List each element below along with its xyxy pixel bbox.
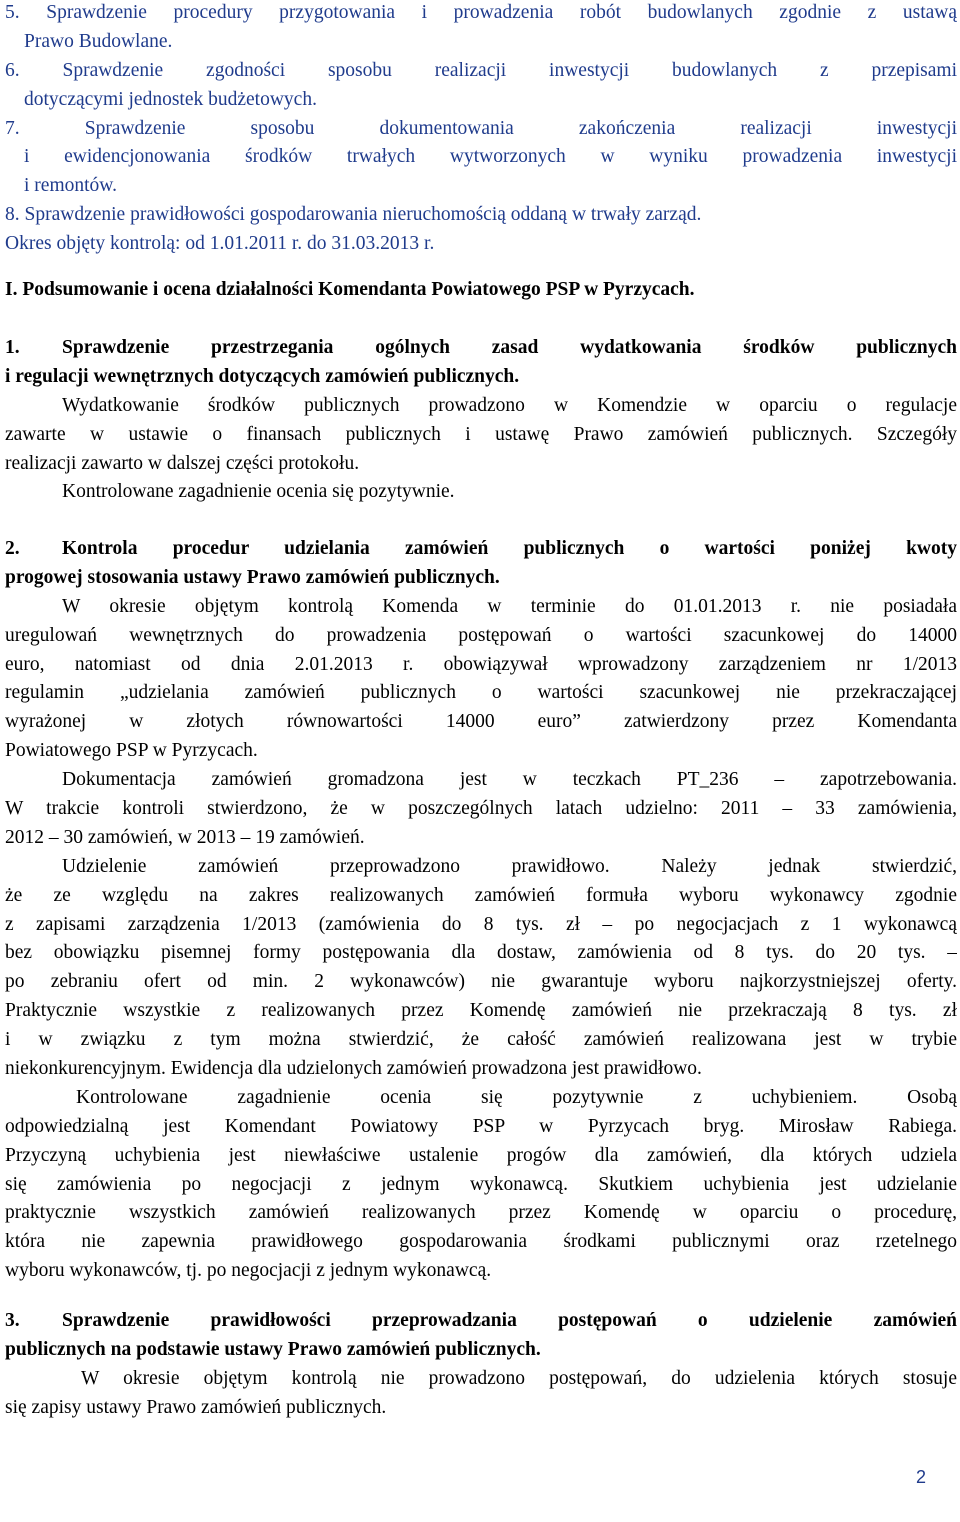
section-2-p3-line-4: bez obowiązku pisemnej formy postępowania dla dostaw, zamówienia od 8 tys. do 20 tys. –: [5, 942, 957, 964]
section-2-p1-line-4: regulamin „udzielania zamówień publicznych o wartości szacunkowej nie przekraczającej: [5, 682, 957, 704]
section-I-number: I.: [5, 279, 18, 300]
section-2-p3-line-6: Praktycznie wszystkie z realizowanych przez Komendę zamówień nie przekraczają 8 tys. zł: [5, 1000, 957, 1022]
section-I-title: Podsumowanie i ocena działalności Komendanta Powiatowego PSP w Pyrzycach.: [22, 279, 695, 300]
page-number: 2: [915, 1467, 926, 1487]
list-item-6-line-2: dotyczącymi jednostek budżetowych.: [24, 88, 317, 110]
list-item-8-line-1: 8. Sprawdzenie prawidłowości gospodarowania nieruchomością oddaną w trwały zarząd.: [5, 204, 702, 226]
section-2-p3-line-7: i w związku z tym można stwierdzić, że całość zamówień realizowana jest w trybie: [5, 1029, 957, 1051]
section-1-paragraph-1-line-3: realizacji zawarto w dalszej części protokołu.: [5, 452, 360, 474]
section-1-heading-line-1: 1. Sprawdzenie przestrzegania ogólnych zasad wydatkowania środków publicznych: [5, 337, 957, 358]
list-item-5-line-1: 5. Sprawdzenie procedury przygotowania i prowadzenia robót budowlanych zgodnie z ustawą: [5, 2, 957, 23]
list-item-7-line-3: i remontów.: [24, 175, 117, 197]
section-2-p1-line-1: W okresie objętym kontrolą Komenda w terminie do 01.01.2013 r. nie posiadała: [62, 595, 957, 617]
section-2-p4-line-7: wyboru wykonawców, tj. po negocjacji z jednym wykonawcą.: [5, 1260, 492, 1282]
section-2-p1-line-3: euro, natomiast od dnia 2.01.2013 r. obowiązywał wprowadzony zarządzeniem nr 1/2013: [5, 653, 957, 675]
section-3: [5, 1307, 957, 1423]
section-2: [5, 535, 957, 1286]
section-2-p3-line-2: że ze względu na zakres realizowanych zamówień formuła wyboru wykonawcy zgodnie: [5, 884, 957, 906]
audit-period-text: Okres objęty kontrolą: od 1.01.2011 r. do 31.03.2013 r.: [5, 233, 435, 254]
list-item-7-line-1: 7. Sprawdzenie sposobu dokumentowania zakończenia realizacji inwestycji: [5, 117, 957, 139]
section-2-p3-line-8: niekonkurencyjnym. Ewidencja dla udzielonych zamówień prowadzona jest prawidłowo.: [5, 1058, 702, 1080]
list-item-6-line-1: 6. Sprawdzenie zgodności sposobu realizacji inwestycji budowlanych z przepisami: [5, 59, 957, 81]
section-2-p1-line-6: Powiatowego PSP w Pyrzycach.: [5, 740, 258, 762]
section-2-p4-line-3: Przyczyną uchybienia jest niewłaściwe ustalenie progów dla zamówień, dla których udziela: [5, 1144, 957, 1166]
section-2-p1-line-2: uregulowań wewnętrznych do prowadzenia postępowań o wartości szacunkowej do 14000: [5, 624, 957, 646]
section-2-heading-line-1: 2. Kontrola procedur udzielania zamówień publicznych o wartości poniżej kwoty: [5, 538, 957, 559]
section-2-p2-line-3: 2012 – 30 zamówień, w 2013 – 19 zamówień.: [5, 826, 365, 848]
section-1-paragraph-1-line-2: zawarte w ustawie o finansach publicznych i ustawę Prawo zamówień publicznych. Szczegóły: [5, 423, 957, 445]
list-item-5-line-2: Prawo Budowlane.: [24, 30, 173, 52]
section-1: [5, 334, 957, 507]
section-2-p4-line-6: która nie zapewnia prawidłowego gospodarowania środkami publicznymi oraz rzetelnego: [5, 1231, 957, 1253]
section-2-p3-line-1: Udzielenie zamówień przeprowadzono prawidłowo. Należy jednak stwierdzić,: [62, 855, 957, 877]
section-3-p1-line-2: się zapisy ustawy Prawo zamówień publicznych.: [5, 1396, 387, 1418]
section-I-heading: [5, 276, 957, 305]
section-2-p2-line-1: Dokumentacja zamówień gromadzona jest w teczkach PT_236 – zapotrzebowania.: [62, 769, 957, 791]
section-2-p3-line-5: po zebraniu ofert od min. 2 wykonawców) nie gwarantuje wyboru najkorzystniejszej oferty.: [5, 971, 957, 993]
section-1-assessment: Kontrolowane zagadnienie ocenia się pozytywnie.: [62, 481, 455, 503]
scope-list: [5, 0, 957, 230]
section-2-p1-line-5: wyrażonej w złotych równowartości 14000 euro” zatwierdzony przez Komendanta: [5, 711, 957, 733]
audit-period: [5, 230, 957, 259]
section-2-heading-line-2: progowej stosowania ustawy Prawo zamówień publicznych.: [5, 566, 500, 588]
section-2-p4-line-1: Kontrolowane zagadnienie ocenia się pozytywnie z uchybieniem. Osobą: [76, 1086, 957, 1108]
section-3-heading-line-2: publicznych na podstawie ustawy Prawo zamówień publicznych.: [5, 1338, 541, 1360]
section-3-heading-line-1: 3. Sprawdzenie prawidłowości przeprowadzania postępowań o udzielenie zamówień: [5, 1310, 957, 1331]
section-3-p1-line-1: W okresie objętym kontrolą nie prowadzono postępowań, do udzielenia których stosuje: [81, 1367, 957, 1389]
section-2-p2-line-2: W trakcie kontroli stwierdzono, że w poszczególnych latach udzielno: 2011 – 33 zamówienia,: [5, 798, 957, 820]
section-2-p4-line-5: praktycznie wszystkich zamówień realizowanych przez Komendę w oparciu o procedurę,: [5, 1202, 957, 1224]
section-1-heading-line-2: i regulacji wewnętrznych dotyczących zamówień publicznych.: [5, 365, 520, 387]
section-2-p4-line-2: odpowiedzialną jest Komendant Powiatowy PSP w Pyrzycach bryg. Mirosław Rabiega.: [5, 1115, 957, 1137]
list-item-7-line-2: i ewidencjonowania środków trwałych wytworzonych w wyniku prowadzenia inwestycji: [24, 146, 957, 168]
section-2-p3-line-3: z zapisami zarządzenia 1/2013 (zamówienia do 8 tys. zł – po negocjacjach z 1 wykonawcą: [5, 913, 957, 935]
section-1-paragraph-1-line-1: Wydatkowanie środków publicznych prowadzono w Komendzie w oparciu o regulacje: [62, 394, 957, 416]
section-2-p4-line-4: się zamówienia po negocjacji z jednym wykonawcą. Skutkiem uchybienia jest udzielanie: [5, 1173, 957, 1195]
